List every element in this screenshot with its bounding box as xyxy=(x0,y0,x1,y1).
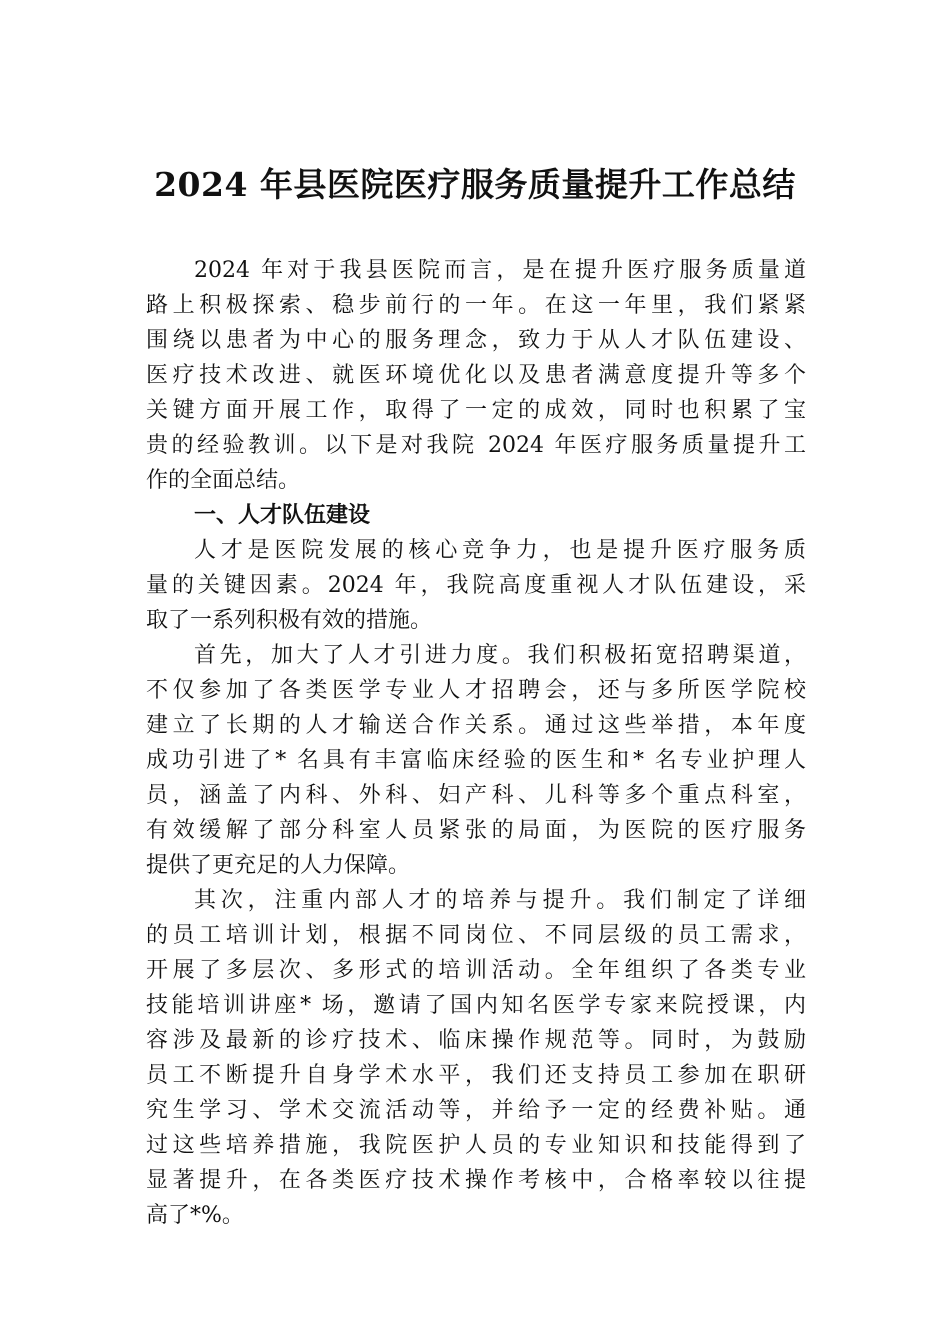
paragraph-intro xyxy=(146,253,806,498)
paragraph-line: 不仅参加了各类医学专业人才招聘会，还与多所医学院校 xyxy=(146,678,806,703)
paragraph-line: 医疗技术改进、就医环境优化以及患者满意度提升等多个 xyxy=(146,363,806,388)
paragraph-line: 作的全面总结。 xyxy=(146,468,301,493)
paragraph-line: 有效缓解了部分科室人员紧张的局面，为医院的医疗服务 xyxy=(146,818,806,843)
paragraph-line: 人才是医院发展的核心竞争力，也是提升医疗服务质 xyxy=(194,538,806,563)
paragraph-training xyxy=(146,883,806,1233)
paragraph-line: 关键方面开展工作，取得了一定的成效，同时也积累了宝 xyxy=(146,398,806,423)
paragraph-line: 显著提升，在各类医疗技术操作考核中，合格率较以往提 xyxy=(146,1168,806,1193)
paragraph-line: 围绕以患者为中心的服务理念，致力于从人才队伍建设、 xyxy=(146,328,806,353)
paragraph-line: 取了一系列积极有效的措施。 xyxy=(146,608,433,633)
paragraph-line: 2024 年对于我县医院而言，是在提升医疗服务质量道 xyxy=(194,258,806,283)
paragraph-line: 建立了长期的人才输送合作关系。通过这些举措，本年度 xyxy=(146,713,806,738)
paragraph-line: 过这些培养措施，我院医护人员的专业知识和技能得到了 xyxy=(146,1133,806,1158)
paragraph-line: 量的关键因素。2024 年，我院高度重视人才队伍建设，采 xyxy=(146,573,806,598)
paragraph-line: 高了*%。 xyxy=(146,1203,244,1228)
paragraph-line: 提供了更充足的人力保障。 xyxy=(146,853,411,878)
paragraph-line: 开展了多层次、多形式的培训活动。全年组织了各类专业 xyxy=(146,958,806,983)
paragraph-line: 的员工培训计划，根据不同岗位、不同层级的员工需求， xyxy=(146,923,806,948)
paragraph-talent-intro xyxy=(146,533,806,638)
document-body xyxy=(146,253,806,1233)
paragraph-line: 成功引进了* 名具有丰富临床经验的医生和* 名专业护理人 xyxy=(146,748,806,773)
section-heading: 一、人才队伍建设 xyxy=(194,503,371,528)
paragraph-line: 首先，加大了人才引进力度。我们积极拓宽招聘渠道， xyxy=(194,643,806,668)
paragraph-recruitment xyxy=(146,638,806,883)
paragraph-line: 路上积极探索、稳步前行的一年。在这一年里，我们紧紧 xyxy=(146,293,806,318)
paragraph-line: 技能培训讲座* 场，邀请了国内知名医学专家来院授课，内 xyxy=(146,993,806,1018)
paragraph-line: 其次，注重内部人才的培养与提升。我们制定了详细 xyxy=(194,888,806,913)
document-title: 2024 年县医院医疗服务质量提升工作总结 xyxy=(154,165,796,204)
paragraph-line: 员工不断提升自身学术水平，我们还支持员工参加在职研 xyxy=(146,1063,806,1088)
paragraph-line: 员，涵盖了内科、外科、妇产科、儿科等多个重点科室， xyxy=(146,783,806,808)
paragraph-line: 贵的经验教训。以下是对我院 2024 年医疗服务质量提升工 xyxy=(146,433,806,458)
paragraph-line: 容涉及最新的诊疗技术、临床操作规范等。同时，为鼓励 xyxy=(146,1028,806,1053)
paragraph-line: 究生学习、学术交流活动等，并给予一定的经费补贴。通 xyxy=(146,1098,806,1123)
